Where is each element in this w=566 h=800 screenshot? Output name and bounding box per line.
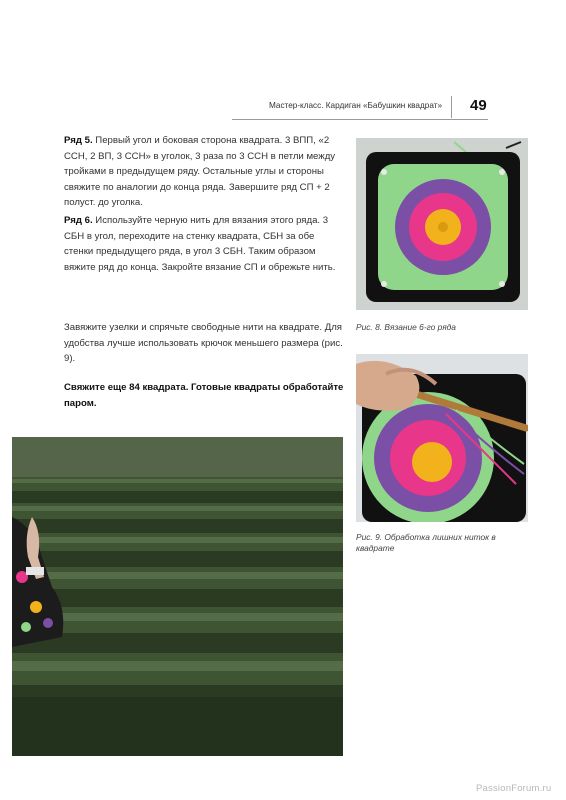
header-title: Мастер-класс. Кардиган «Бабушкин квадрат» <box>269 101 442 110</box>
watermark: PassionForum.ru <box>476 783 552 794</box>
header-separator <box>451 96 452 118</box>
figure-8-photo <box>356 138 528 310</box>
weaving-ends-image <box>356 354 528 522</box>
paragraph-row5 <box>64 133 346 211</box>
page-number: 49 <box>470 97 487 114</box>
tea-field-image <box>12 437 343 756</box>
paragraph-final-instruction: Свяжите еще 84 квадрата. Готовые квадраты обработайте паром. <box>64 382 344 409</box>
row6-text: Используйте черную нить для вязания этого ряда. 3 СБН в угол, переходите на стенку квадрата, СБН за обе стенки предыдущего ряда, в угол 3 СБН. Таким образом вяжите ряд до конца. Закройте вязание СП и обрежьте нить. <box>64 215 336 273</box>
figure-9-photo <box>356 354 528 522</box>
figure-8-caption: Рис. 8. Вязание 6-го ряда <box>356 322 456 332</box>
tea-field-photo <box>12 437 343 756</box>
paragraph-tie-knots: Завяжите узелки и спрячьте свободные нити на квадрате. Для удобства лучше использовать крючок меньшего размера (рис. 9). <box>64 322 343 365</box>
row6-label: Ряд 6. <box>64 215 93 226</box>
granny-square-image <box>356 138 528 310</box>
header-rule <box>232 119 488 120</box>
row5-label: Ряд 5. <box>64 135 93 146</box>
paragraph-row6 <box>64 213 346 275</box>
row5-text: Первый угол и боковая сторона квадрата. 3 ВПП, «2 ССН, 2 ВП, 3 ССН» в уголок, 3 раза по 3 ССН в петли между тройками в предыдущем ряду. Остальные углы и стороны свяжите по аналогии до конца ряда. Завершите ряд СП + 2 полуст. до уголка. <box>64 135 336 209</box>
figure-9-caption: Рис. 9. Обработка лишних ниток в квадрате <box>356 532 496 553</box>
